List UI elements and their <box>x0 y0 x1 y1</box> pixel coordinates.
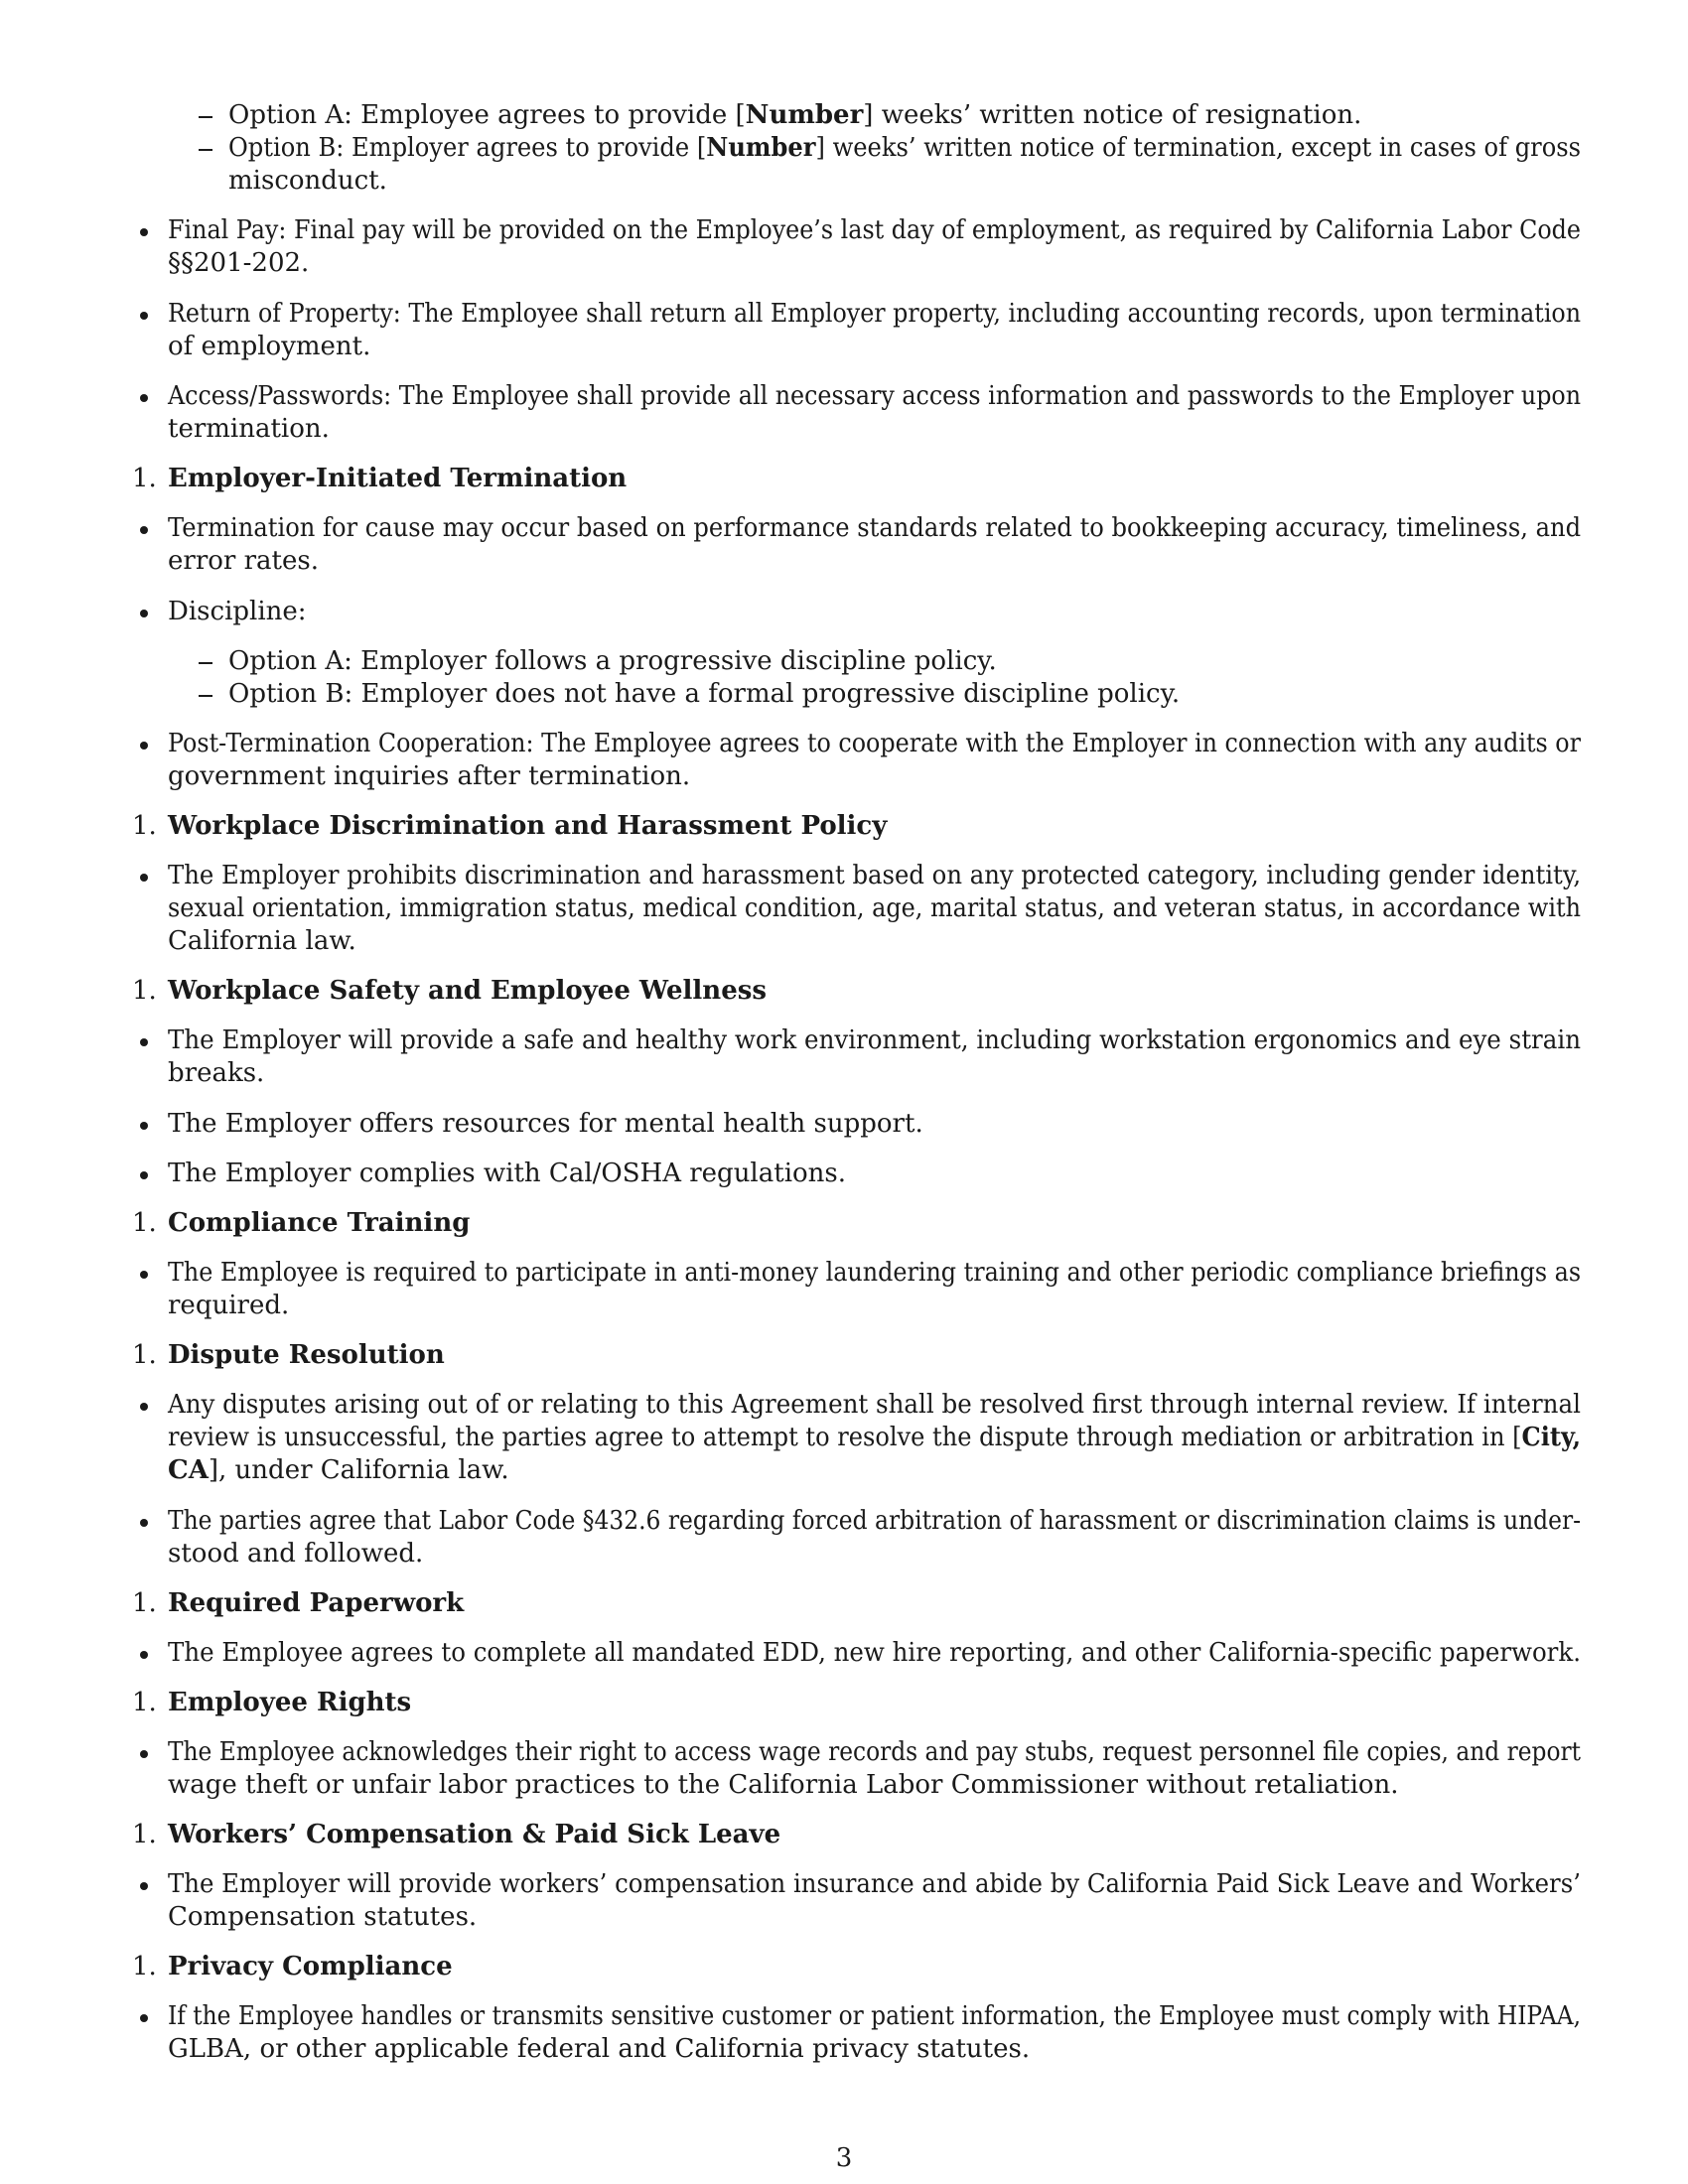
labor-code-text: The parties agree that Labor Code §432.6 regarding forced arbitration of harassment or discrimination claims is under- <box>168 1506 1582 1536</box>
bullet-marker <box>140 1882 148 1890</box>
bullet-marker <box>140 1651 148 1659</box>
paperwork-text: The Employee agrees to complete all mandated EDD, new hire reporting, and other California-specific paperwork. <box>168 1638 1581 1668</box>
section-heading-privacy: Privacy Compliance <box>168 1952 453 1981</box>
discrimination-text: The Employer prohibits discrimination and harassment based on any protected category, including gender identity, <box>168 861 1582 890</box>
section-number: 1. <box>132 1208 157 1238</box>
bullet-marker <box>140 1038 148 1046</box>
dash-marker <box>199 695 212 697</box>
section-number: 1. <box>132 1340 157 1370</box>
section-number: 1. <box>132 1820 157 1849</box>
workers-comp-text-cont: Compensation statutes. <box>168 1902 478 1932</box>
section-heading-training: Compliance Training <box>168 1208 471 1238</box>
section-heading-workers-comp: Workers’ Compensation & Paid Sick Leave <box>168 1820 781 1849</box>
section-heading-paperwork: Required Paperwork <box>168 1588 465 1618</box>
access-passwords-text: Access/Passwords: The Employee shall provide all necessary access information and passwords to the Employer upon <box>168 381 1582 411</box>
dispute-text: Any disputes arising out of or relating to this Agreement shall be resolved first through internal review. If internal <box>168 1390 1581 1420</box>
safety-environment-text: The Employer will provide a safe and healthy work environment, including workstation ergonomics and eye strain <box>168 1025 1582 1055</box>
bullet-marker <box>140 2014 148 2022</box>
section-number: 1. <box>132 1688 157 1717</box>
discrimination-text-cont: sexual orientation, immigration status, medical condition, age, marital status, and veteran status, in accordance with <box>168 893 1581 923</box>
post-termination-text-cont: government inquiries after termination. <box>168 761 691 791</box>
return-property-text: Return of Property: The Employee shall return all Employer property, including accounting records, upon termination <box>168 299 1582 329</box>
dispute-text-cont: review is unsuccessful, the parties agree to attempt to resolve the dispute through mediation or arbitration in [City, <box>168 1423 1582 1452</box>
rights-text-cont: wage theft or unfair labor practices to the California Labor Commissioner without retaliation. <box>168 1770 1399 1800</box>
bullet-marker <box>140 874 148 882</box>
final-pay-text: Final Pay: Final pay will be provided on the Employee’s last day of employment, as required by California Labor Code <box>168 215 1581 245</box>
discipline-option-b: Option B: Employer does not have a formal progressive discipline policy. <box>228 679 1181 709</box>
section-number: 1. <box>132 464 157 493</box>
return-property-text-cont: of employment. <box>168 332 371 361</box>
post-termination-text: Post-Termination Cooperation: The Employee agrees to cooperate with the Employer in connection with any audits or <box>168 729 1582 758</box>
section-heading-employer-termination: Employer-Initiated Termination <box>168 464 628 493</box>
dash-marker <box>199 149 212 151</box>
termination-cause-text: Termination for cause may occur based on performance standards related to bookkeeping accuracy, timeliness, and <box>168 513 1582 543</box>
section-number: 1. <box>132 976 157 1006</box>
bullet-marker <box>140 1519 148 1527</box>
bullet-marker <box>140 610 148 617</box>
access-passwords-text-cont: termination. <box>168 414 330 444</box>
bullet-marker <box>140 1403 148 1411</box>
section-number: 1. <box>132 1952 157 1981</box>
mental-health-text: The Employer offers resources for mental health support. <box>168 1109 923 1139</box>
section-heading-safety: Workplace Safety and Employee Wellness <box>168 976 768 1006</box>
workers-comp-text: The Employer will provide workers’ compensation insurance and abide by California Paid Sick Leave and Workers’ <box>168 1869 1581 1899</box>
dispute-text-cont: CA], under California law. <box>168 1455 509 1485</box>
bullet-marker <box>140 394 148 402</box>
final-pay-text-cont: §§201-202. <box>168 248 310 278</box>
training-text: The Employee is required to participate in anti-money laundering training and other periodic compliance briefings as <box>168 1258 1582 1288</box>
termination-cause-text-cont: error rates. <box>168 546 319 576</box>
discrimination-text-cont: California law. <box>168 926 356 956</box>
bullet-marker <box>140 526 148 534</box>
dash-marker <box>199 662 212 664</box>
option-b-termination: Option B: Employer agrees to provide [Number] weeks’ written notice of termination, except in cases of gross <box>228 133 1582 163</box>
bullet-marker <box>140 1122 148 1130</box>
bullet-marker <box>140 742 148 750</box>
discipline-option-a: Option A: Employer follows a progressive discipline policy. <box>228 646 997 676</box>
dash-marker <box>199 116 212 118</box>
section-heading-discrimination: Workplace Discrimination and Harassment Policy <box>168 811 888 841</box>
privacy-text: If the Employee handles or transmits sensitive customer or patient information, the Employee must comply with HIPAA, <box>168 2001 1582 2031</box>
rights-text: The Employee acknowledges their right to access wage records and pay stubs, request personnel file copies, and report <box>168 1737 1581 1767</box>
option-b-termination-cont: misconduct. <box>228 166 387 196</box>
bullet-marker <box>140 1171 148 1179</box>
section-number: 1. <box>132 811 157 841</box>
section-heading-rights: Employee Rights <box>168 1688 412 1717</box>
section-number: 1. <box>132 1588 157 1618</box>
labor-code-text-cont: stood and followed. <box>168 1539 424 1569</box>
section-heading-dispute: Dispute Resolution <box>168 1340 445 1370</box>
bullet-marker <box>140 1271 148 1279</box>
calosha-text: The Employer complies with Cal/OSHA regulations. <box>168 1159 847 1188</box>
safety-environment-text-cont: breaks. <box>168 1058 265 1088</box>
bullet-marker <box>140 312 148 320</box>
discipline-label: Discipline: <box>168 597 307 626</box>
page-number: 3 <box>835 2143 853 2173</box>
training-text-cont: required. <box>168 1291 290 1320</box>
bullet-marker <box>140 228 148 236</box>
privacy-text-cont: GLBA, or other applicable federal and California privacy statutes. <box>168 2034 1031 2064</box>
option-a-resignation: Option A: Employee agrees to provide [Number] weeks’ written notice of resignation. <box>228 100 1362 130</box>
bullet-marker <box>140 1750 148 1758</box>
